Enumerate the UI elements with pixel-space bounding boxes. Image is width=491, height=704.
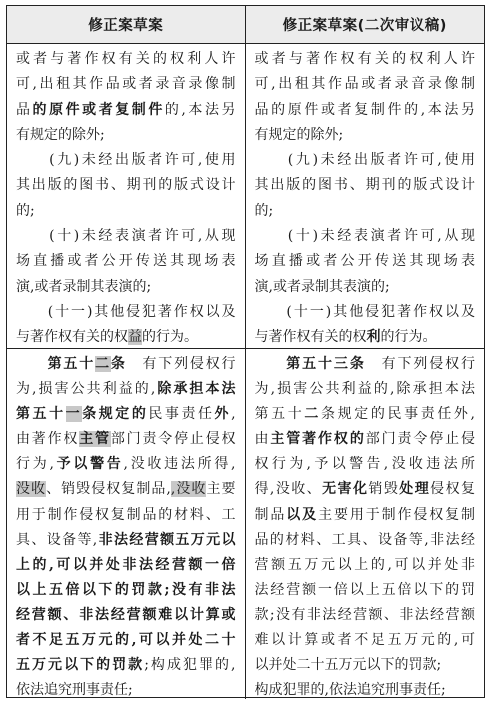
text-line <box>255 553 476 578</box>
text-segment: (九)未经出版者许可,使用 <box>16 152 236 169</box>
text-segment: 权行为,予以警告,没收违法所 <box>254 456 475 473</box>
text-segment: 品的材料、工具、设备等,非法经 <box>254 531 475 548</box>
text-line <box>255 300 476 325</box>
text-segment: (十一)其他侵犯著作权以及 <box>254 303 475 320</box>
bold-text: 予以警告 <box>53 456 124 473</box>
text-line <box>255 47 476 72</box>
text-line <box>255 528 476 553</box>
text-line <box>16 72 236 97</box>
text-segment: 民事责任 <box>148 406 215 423</box>
text-segment: ,没收违法所得, <box>123 456 236 473</box>
bold-text: 第五十 <box>16 406 66 423</box>
bold-text: 的原件或者复制件 <box>32 101 165 118</box>
text-segment: 品的原件或者复制件的,本法另 <box>254 101 475 118</box>
text-segment: 的,本法另 <box>164 101 236 118</box>
text-segment: 由 <box>254 431 271 448</box>
bold-text: 者不足五万元的,可以并处二十 <box>16 632 236 649</box>
text-segment: 与著作权有关的权 <box>254 329 367 346</box>
text-segment: 演,或者录制其表演的; <box>254 278 390 295</box>
draft-cell-row1 <box>7 44 246 348</box>
text-line <box>255 199 476 224</box>
text-segment: 、销毁侵权复制品, <box>46 481 171 498</box>
text-line <box>255 98 476 123</box>
table-row <box>7 44 484 349</box>
bold-text: 条规定的 <box>82 406 149 423</box>
text-segment: 有规定的除外; <box>16 126 105 143</box>
text-line <box>255 224 476 249</box>
text-line <box>16 503 236 528</box>
text-segment: (九)未经出版者许可,使用 <box>254 152 475 169</box>
text-line <box>16 224 236 249</box>
text-segment: 主要用于制作侵权复制 <box>318 506 475 523</box>
text-segment: 行为, <box>16 456 54 473</box>
text-line <box>16 249 236 274</box>
text-line <box>255 148 476 173</box>
bold-text: 以上五倍以下的罚款;没有非法 <box>16 581 236 598</box>
text-line <box>255 249 476 274</box>
text-line <box>16 528 236 553</box>
bold-text: 除承担本法 <box>155 381 236 398</box>
text-line <box>16 173 236 198</box>
text-segment: 法经营额一倍以上五倍以下的罚 <box>254 581 475 598</box>
highlighted-text: ,没收 <box>170 481 207 498</box>
text-segment: 或者与著作权有关的权利人许 <box>16 51 236 67</box>
bold-text: 处理 <box>399 481 431 498</box>
second-draft-cell-row1 <box>246 44 485 348</box>
text-line <box>16 678 236 703</box>
bold-text: 经营额、非法经营额难以计算或 <box>16 606 236 623</box>
text-segment: (十)未经表演者许可,从现 <box>16 228 236 245</box>
text-segment: 部门责令停止侵权 <box>110 431 236 448</box>
text-line <box>16 427 236 452</box>
text-line <box>16 123 236 148</box>
text-line <box>255 578 476 603</box>
text-segment: 有规定的除外; <box>254 126 344 143</box>
text-segment: (十一)其他侵犯著作权以及 <box>16 303 236 320</box>
text-segment: 主要 <box>206 481 236 498</box>
text-segment: 的; <box>254 202 274 219</box>
text-segment: 制品 <box>254 506 287 523</box>
bold-text: 五万元以下的罚款 <box>16 657 145 674</box>
second-draft-cell-row2 <box>246 349 485 699</box>
text-segment: 与著作权有关的权 <box>16 329 128 346</box>
text-line <box>16 300 236 325</box>
table-row <box>7 349 484 699</box>
bold-text: 二 <box>304 406 321 423</box>
text-line <box>16 578 236 603</box>
text-segment: 得,没收、 <box>254 481 323 498</box>
text-segment: 款;没有非法经营额、非法经营额 <box>254 606 475 623</box>
text-segment: 用于制作侵权复制品的材料、工 <box>16 506 236 523</box>
text-line <box>16 653 236 678</box>
text-segment: 的; <box>16 202 35 219</box>
comparison-table <box>6 5 485 698</box>
text-line <box>255 603 476 628</box>
text-line <box>16 452 236 477</box>
text-segment: 具、设备等, <box>16 531 98 548</box>
text-line <box>255 402 476 427</box>
text-segment: 由著作权 <box>16 431 80 448</box>
text-segment: 有下列侵权行 <box>126 356 236 372</box>
text-segment: 场直播或者公开传送其现场表 <box>16 253 236 270</box>
text-segment: 构成犯罪的,依法追究刑事责任; <box>254 682 446 699</box>
text-segment: 为,损害公共利益的,除承担本法 <box>254 381 475 398</box>
text-line <box>255 123 476 148</box>
text-segment: 部门责令停止侵 <box>365 431 475 448</box>
bold-text: 第五十三条 <box>286 356 366 372</box>
bold-text: 无害化 <box>322 481 369 498</box>
text-segment: , <box>231 406 236 423</box>
text-segment: 条规定的民事责任外, <box>320 406 475 423</box>
text-line <box>16 402 236 427</box>
text-line <box>16 325 236 350</box>
text-line <box>16 377 236 402</box>
text-segment: 有下列侵权行 <box>365 356 475 372</box>
text-segment: 场直播或者公开传送其现场表 <box>254 253 475 270</box>
text-line <box>255 173 476 198</box>
text-line <box>255 352 476 377</box>
text-segment: 的行为。 <box>380 329 437 346</box>
text-segment: 品 <box>16 101 33 118</box>
draft-cell-row2 <box>7 349 246 699</box>
text-segment: 难以计算或者不足五万元的,可 <box>254 632 475 649</box>
highlighted-text: 一 <box>65 406 83 423</box>
text-segment: 演,或者录制其表演的; <box>16 278 152 295</box>
text-segment: (十)未经表演者许可,从现 <box>254 228 475 245</box>
text-line <box>16 352 236 377</box>
highlighted-text: 没收 <box>16 481 47 498</box>
header-second-review-draft: 修正案草案(二次审议稿) <box>282 18 447 34</box>
text-line <box>255 653 476 678</box>
text-segment: 其出版的图书、期刊的版式设计 <box>16 177 236 194</box>
text-line <box>255 477 476 502</box>
text-segment: ;构成犯罪的, <box>144 657 236 674</box>
text-line <box>255 678 476 703</box>
text-segment <box>255 356 287 372</box>
table-header-row <box>7 6 484 44</box>
header-draft: 修正案草案 <box>7 6 246 43</box>
text-line <box>16 553 236 578</box>
bold-text: 以及 <box>286 506 319 523</box>
text-line <box>16 275 236 300</box>
text-line <box>255 452 476 477</box>
text-line <box>255 503 476 528</box>
text-segment: 可,出租其作品或者录音录像制 <box>16 76 236 93</box>
text-segment: 的行为。 <box>142 329 198 346</box>
bold-text: 非法经营额五万元以 <box>97 531 236 548</box>
text-segment: 以并处二十五万元以下的罚款; <box>254 657 442 674</box>
highlighted-text: 益 <box>128 329 142 346</box>
bold-text: 条 <box>110 356 127 372</box>
text-segment: 依法追究刑事责任; <box>16 682 133 699</box>
text-segment <box>16 356 48 372</box>
text-segment: 或者与著作权有关的权利人许 <box>254 51 475 67</box>
bold-text: 第五十 <box>47 356 96 372</box>
text-segment: 为,损害公共利益的, <box>16 381 156 398</box>
text-line <box>255 427 476 452</box>
text-segment: 第五十 <box>254 406 305 423</box>
text-segment: 可,出租其作品或者录音录像制 <box>254 76 475 93</box>
text-segment: 销毁 <box>368 481 400 498</box>
text-line <box>16 47 236 72</box>
text-line <box>255 325 476 350</box>
bold-text: 上的,可以并处非法经营额一倍 <box>16 556 236 573</box>
highlighted-text: 二 <box>95 356 111 372</box>
bold-text: 外 <box>214 406 232 423</box>
text-segment: 侵权复 <box>430 481 475 498</box>
text-line <box>16 148 236 173</box>
text-line <box>255 628 476 653</box>
text-line <box>16 628 236 653</box>
text-line <box>16 477 236 502</box>
highlighted-text: 主管 <box>79 431 111 448</box>
text-line <box>16 603 236 628</box>
bold-text: 利 <box>366 329 381 346</box>
text-line <box>255 377 476 402</box>
text-segment: 营额五万元以上的,可以并处非 <box>254 556 475 573</box>
text-line <box>255 275 476 300</box>
text-line <box>16 199 236 224</box>
bold-text: 主管著作权的 <box>270 431 366 448</box>
text-segment: 其出版的图书、期刊的版式设计 <box>254 177 475 194</box>
text-line <box>255 72 476 97</box>
text-line <box>16 98 236 123</box>
